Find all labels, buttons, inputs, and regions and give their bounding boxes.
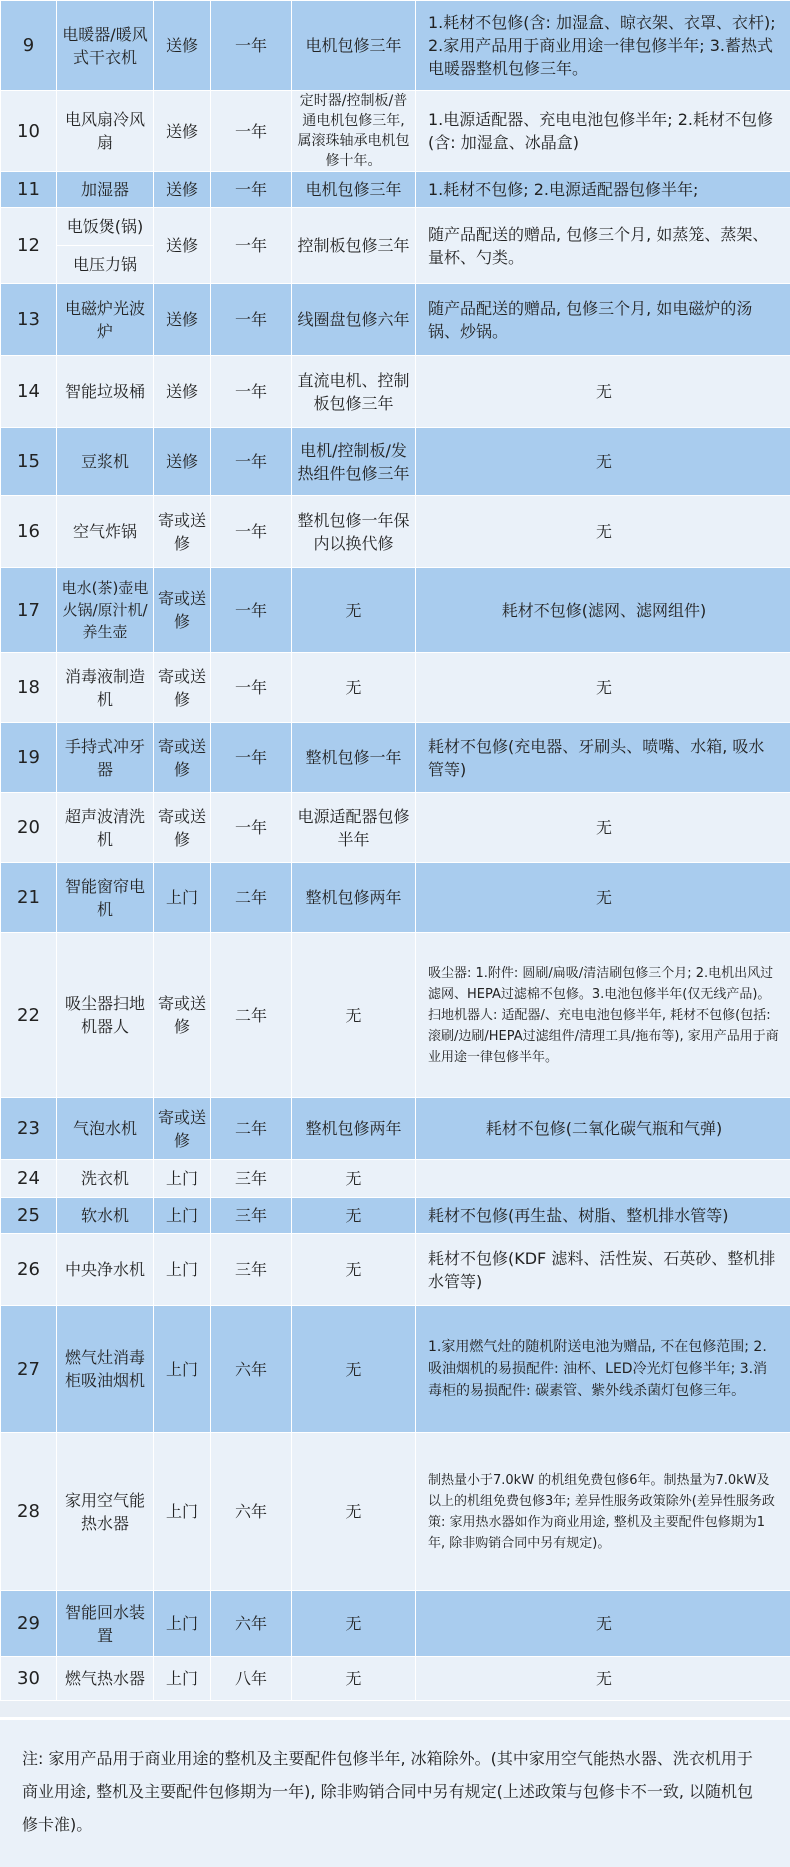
warranty-period: 一年 bbox=[211, 723, 292, 793]
row-number: 11 bbox=[1, 172, 57, 208]
table-row bbox=[1, 653, 790, 723]
core-parts-warranty: 电机包修三年 bbox=[292, 172, 416, 208]
core-parts-warranty: 控制板包修三年 bbox=[292, 208, 416, 284]
row-number: 13 bbox=[1, 284, 57, 356]
notes: 1.耗材不包修(含: 加湿盒、晾衣架、衣罩、衣杆); 2.家用产品用于商业用途一律包修半年; 3.蓄热式电暖器整机包修三年。 bbox=[416, 1, 790, 91]
notes: 1.电源适配器、充电电池包修半年; 2.耗材不包修(含: 加湿盒、冰晶盒) bbox=[416, 91, 790, 172]
table-row bbox=[1, 1160, 790, 1198]
service-method: 寄或送修 bbox=[154, 723, 211, 793]
warranty-period: 三年 bbox=[211, 1234, 292, 1306]
row-number: 20 bbox=[1, 793, 57, 863]
notes: 耗材不包修(二氧化碳气瓶和气弹) bbox=[416, 1098, 790, 1160]
table-row bbox=[1, 863, 790, 933]
notes: 耗材不包修(KDF 滤料、活性炭、石英砂、整机排水管等) bbox=[416, 1234, 790, 1306]
warranty-period: 三年 bbox=[211, 1160, 292, 1198]
warranty-period: 一年 bbox=[211, 91, 292, 172]
row-number: 14 bbox=[1, 356, 57, 428]
warranty-period: 一年 bbox=[211, 428, 292, 496]
table-row bbox=[1, 1433, 790, 1591]
core-parts-warranty: 电机/控制板/发热组件包修三年 bbox=[292, 428, 416, 496]
row-number: 30 bbox=[1, 1657, 57, 1701]
core-parts-warranty: 无 bbox=[292, 653, 416, 723]
product-name: 加湿器 bbox=[57, 172, 154, 208]
table-row bbox=[1, 356, 790, 428]
core-parts-warranty: 整机包修两年 bbox=[292, 863, 416, 933]
core-parts-warranty: 无 bbox=[292, 1306, 416, 1433]
product-name: 空气炸锅 bbox=[57, 496, 154, 568]
product-name: 软水机 bbox=[57, 1198, 154, 1234]
warranty-period: 三年 bbox=[211, 1198, 292, 1234]
notes: 无 bbox=[416, 428, 790, 496]
core-parts-warranty: 电机包修三年 bbox=[292, 1, 416, 91]
product-name: 洗衣机 bbox=[57, 1160, 154, 1198]
product-name: 燃气热水器 bbox=[57, 1657, 154, 1701]
product-name: 电水(茶)壶电火锅/原汁机/养生壶 bbox=[57, 568, 154, 653]
core-parts-warranty: 无 bbox=[292, 1657, 416, 1701]
service-method: 上门 bbox=[154, 1234, 211, 1306]
notes: 无 bbox=[416, 793, 790, 863]
service-method: 上门 bbox=[154, 1306, 211, 1433]
table-row bbox=[1, 1, 790, 91]
notes: 无 bbox=[416, 1657, 790, 1701]
warranty-period: 二年 bbox=[211, 1098, 292, 1160]
row-number: 10 bbox=[1, 91, 57, 172]
service-method: 送修 bbox=[154, 284, 211, 356]
core-parts-warranty: 线圈盘包修六年 bbox=[292, 284, 416, 356]
product-name: 电磁炉光波炉 bbox=[57, 284, 154, 356]
product-name: 超声波清洗机 bbox=[57, 793, 154, 863]
service-method: 上门 bbox=[154, 1657, 211, 1701]
product-name: 智能垃圾桶 bbox=[57, 356, 154, 428]
notes: 无 bbox=[416, 356, 790, 428]
table-row bbox=[1, 1591, 790, 1657]
warranty-period: 八年 bbox=[211, 1657, 292, 1701]
row-number: 15 bbox=[1, 428, 57, 496]
row-number: 27 bbox=[1, 1306, 57, 1433]
table-row bbox=[1, 1234, 790, 1306]
notes: 制热量小于7.0kW 的机组免费包修6年。制热量为7.0kW及以上的机组免费包修3年; 差异性服务政策除外(差异性服务政策: 家用热水器如作为商业用途, 整机及主要配件包修期为1年, 除非购销合同中另有规定)。 bbox=[416, 1433, 790, 1591]
product-name: 电风扇冷风扇 bbox=[57, 91, 154, 172]
warranty-period: 二年 bbox=[211, 863, 292, 933]
core-parts-warranty: 定时器/控制板/普通电机包修三年, 属滚珠轴承电机包修十年。 bbox=[292, 91, 416, 172]
core-parts-warranty: 整机包修一年保内以换代修 bbox=[292, 496, 416, 568]
warranty-period: 六年 bbox=[211, 1306, 292, 1433]
core-parts-warranty: 整机包修两年 bbox=[292, 1098, 416, 1160]
core-parts-warranty: 无 bbox=[292, 1234, 416, 1306]
row-number: 29 bbox=[1, 1591, 57, 1657]
notes: 耗材不包修(滤网、滤网组件) bbox=[416, 568, 790, 653]
row-number: 25 bbox=[1, 1198, 57, 1234]
core-parts-warranty: 直流电机、控制板包修三年 bbox=[292, 356, 416, 428]
table-row bbox=[1, 933, 790, 1098]
core-parts-warranty: 无 bbox=[292, 1160, 416, 1198]
row-number: 9 bbox=[1, 1, 57, 91]
warranty-period: 一年 bbox=[211, 1, 292, 91]
warranty-period: 一年 bbox=[211, 793, 292, 863]
service-method: 上门 bbox=[154, 1160, 211, 1198]
product-name: 手持式冲牙器 bbox=[57, 723, 154, 793]
service-method: 送修 bbox=[154, 356, 211, 428]
warranty-period: 六年 bbox=[211, 1591, 292, 1657]
notes: 无 bbox=[416, 863, 790, 933]
service-method: 送修 bbox=[154, 172, 211, 208]
core-parts-warranty: 无 bbox=[292, 1591, 416, 1657]
product-name: 电暖器/暖风式干衣机 bbox=[57, 1, 154, 91]
row-number: 16 bbox=[1, 496, 57, 568]
service-method: 寄或送修 bbox=[154, 496, 211, 568]
warranty-period: 一年 bbox=[211, 568, 292, 653]
row-number: 23 bbox=[1, 1098, 57, 1160]
warranty-period: 一年 bbox=[211, 356, 292, 428]
table-row bbox=[1, 568, 790, 653]
product-name: 燃气灶消毒柜吸油烟机 bbox=[57, 1306, 154, 1433]
footnote bbox=[0, 1717, 790, 1867]
service-method: 送修 bbox=[154, 428, 211, 496]
row-number: 19 bbox=[1, 723, 57, 793]
warranty-period: 一年 bbox=[211, 653, 292, 723]
table-row bbox=[1, 1098, 790, 1160]
service-method: 上门 bbox=[154, 1591, 211, 1657]
warranty-period: 六年 bbox=[211, 1433, 292, 1591]
notes: 1.耗材不包修; 2.电源适配器包修半年; bbox=[416, 172, 790, 208]
row-number: 22 bbox=[1, 933, 57, 1098]
table-row bbox=[1, 1306, 790, 1433]
table-row bbox=[1, 172, 790, 208]
notes: 耗材不包修(充电器、牙刷头、喷嘴、水箱, 吸水管等) bbox=[416, 723, 790, 793]
service-method: 寄或送修 bbox=[154, 793, 211, 863]
table-row bbox=[1, 723, 790, 793]
product-name: 智能回水装置 bbox=[57, 1591, 154, 1657]
core-parts-warranty: 整机包修一年 bbox=[292, 723, 416, 793]
warranty-period: 二年 bbox=[211, 933, 292, 1098]
warranty-period: 一年 bbox=[211, 496, 292, 568]
notes bbox=[416, 1160, 790, 1198]
row-number: 28 bbox=[1, 1433, 57, 1591]
service-method: 寄或送修 bbox=[154, 653, 211, 723]
core-parts-warranty: 无 bbox=[292, 1198, 416, 1234]
service-method: 寄或送修 bbox=[154, 933, 211, 1098]
product-name: 气泡水机 bbox=[57, 1098, 154, 1160]
notes: 吸尘器: 1.附件: 圆刷/扁吸/清洁刷包修三个月; 2.电机出风过滤网、HEPA过滤棉不包修。3.电池包修半年(仅无线产品)。扫地机器人: 适配器/、充电电池包修半年, 耗材不包修(包括: 滚刷/边刷/HEPA过滤组件/清理工具/拖布等), 家用产品用于商业用途一律包修半年。 bbox=[416, 933, 790, 1098]
service-method: 送修 bbox=[154, 1, 211, 91]
product-name: 豆浆机 bbox=[57, 428, 154, 496]
row-number: 26 bbox=[1, 1234, 57, 1306]
notes: 随产品配送的赠品, 包修三个月, 如蒸笼、蒸架、量杯、勺类。 bbox=[416, 208, 790, 284]
table-row bbox=[1, 496, 790, 568]
core-parts-warranty: 无 bbox=[292, 933, 416, 1098]
row-number: 18 bbox=[1, 653, 57, 723]
warranty-period: 一年 bbox=[211, 284, 292, 356]
service-method: 上门 bbox=[154, 863, 211, 933]
table-row bbox=[1, 208, 790, 246]
table-row bbox=[1, 91, 790, 172]
product-name: 智能窗帘电机 bbox=[57, 863, 154, 933]
table-row bbox=[1, 1198, 790, 1234]
core-parts-warranty: 电源适配器包修半年 bbox=[292, 793, 416, 863]
table-row bbox=[1, 428, 790, 496]
product-name: 电压力锅 bbox=[57, 246, 154, 284]
product-name: 中央净水机 bbox=[57, 1234, 154, 1306]
table-row bbox=[1, 793, 790, 863]
warranty-period: 一年 bbox=[211, 208, 292, 284]
service-method: 送修 bbox=[154, 208, 211, 284]
product-name: 家用空气能热水器 bbox=[57, 1433, 154, 1591]
core-parts-warranty: 无 bbox=[292, 1433, 416, 1591]
warranty-period: 一年 bbox=[211, 172, 292, 208]
product-name: 电饭煲(锅) bbox=[57, 208, 154, 246]
row-number: 21 bbox=[1, 863, 57, 933]
notes: 1.家用燃气灶的随机附送电池为赠品, 不在包修范围; 2.吸油烟机的易损配件: 油杯、LED冷光灯包修半年; 3.消毒柜的易损配件: 碳素管、紫外线杀菌灯包修三年。 bbox=[416, 1306, 790, 1433]
table-row bbox=[1, 284, 790, 356]
notes: 无 bbox=[416, 653, 790, 723]
row-number: 12 bbox=[1, 208, 57, 284]
notes: 无 bbox=[416, 1591, 790, 1657]
footnote-text: 注: 家用产品用于商业用途的整机及主要配件包修半年, 冰箱除外。(其中家用空气能热水器、洗衣机用于商业用途, 整机及主要配件包修期为一年), 除非购销合同中另有规定(上述政策与包修卡不一致, 以随机包修卡准)。 bbox=[22, 1749, 754, 1834]
core-parts-warranty: 无 bbox=[292, 568, 416, 653]
notes: 无 bbox=[416, 496, 790, 568]
product-name: 消毒液制造机 bbox=[57, 653, 154, 723]
notes: 耗材不包修(再生盐、树脂、整机排水管等) bbox=[416, 1198, 790, 1234]
service-method: 寄或送修 bbox=[154, 568, 211, 653]
service-method: 送修 bbox=[154, 91, 211, 172]
notes: 随产品配送的赠品, 包修三个月, 如电磁炉的汤锅、炒锅。 bbox=[416, 284, 790, 356]
table-row bbox=[1, 1657, 790, 1701]
product-name: 吸尘器扫地机器人 bbox=[57, 933, 154, 1098]
service-method: 上门 bbox=[154, 1198, 211, 1234]
row-number: 17 bbox=[1, 568, 57, 653]
service-method: 寄或送修 bbox=[154, 1098, 211, 1160]
service-method: 上门 bbox=[154, 1433, 211, 1591]
row-number: 24 bbox=[1, 1160, 57, 1198]
